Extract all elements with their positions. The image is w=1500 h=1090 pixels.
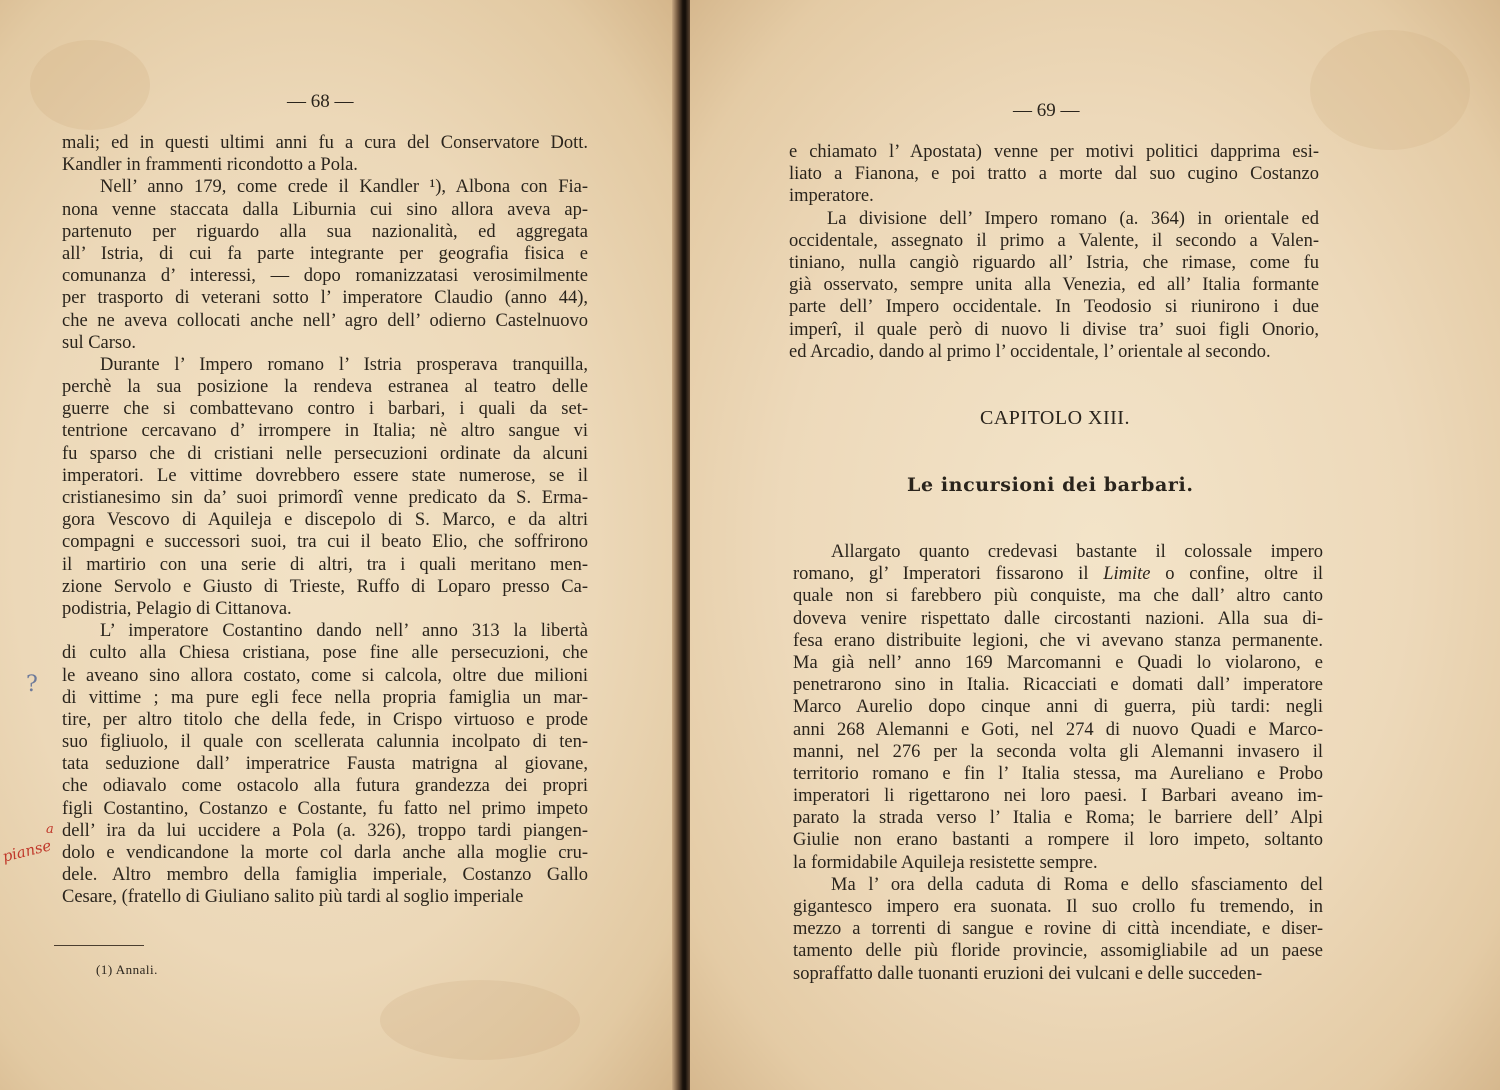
text-line: occidentale, assegnato il primo a Valente, il secondo a Valen- bbox=[789, 230, 1319, 251]
text-line: dele. Altro membro della famiglia imperiale, Costanzo Gallo bbox=[62, 865, 588, 886]
text-line: dolo e vendicandone la morte col darla anche alla moglie cru- bbox=[62, 843, 588, 863]
footnote-rule bbox=[54, 945, 144, 946]
text-line: perchè la sua posizione la rendeva estranea al teatro delle bbox=[62, 377, 588, 398]
text-line: doveva venire rispettato dalle circostanti nazioni. Alla sua di- bbox=[793, 608, 1323, 629]
right-page bbox=[690, 0, 1500, 1090]
text-line: per trasporto di veterani sotto l’ imperatore Claudio (anno 44), bbox=[62, 288, 588, 309]
text-line: mali; ed in questi ultimi anni fu a cura del Conservatore Dott. bbox=[62, 133, 588, 153]
text-line: Kandler in frammenti ricondotto a Pola. bbox=[62, 155, 358, 176]
red-margin-note: pianse bbox=[0, 836, 54, 866]
page-number: — 69 — bbox=[1013, 100, 1080, 121]
text-line: e chiamato l’ Apostata) venne per motivi politici dapprima esi- bbox=[789, 142, 1319, 162]
text-line: dell’ ira da lui uccidere a Pola (a. 326), troppo tardi piangen- bbox=[62, 820, 588, 841]
text-line: manni, nel 276 per la seconda volta gli Alemanni invasero il bbox=[793, 741, 1323, 762]
chapter-heading: CAPITOLO XIII. bbox=[980, 407, 1130, 429]
pencil-margin-mark: ? bbox=[26, 672, 38, 697]
text-line: gigantesco impero era suonata. Il suo crollo fu tremendo, in bbox=[793, 897, 1323, 917]
text-line: Ma l’ ora della caduta di Roma e dello sfasciamento del bbox=[831, 874, 1323, 895]
text-line: L’ imperatore Costantino dando nell’ anno 313 la libertà bbox=[100, 621, 588, 642]
text-line: partenuto per riguardo alla sua nazionalità, ed aggregata bbox=[62, 221, 588, 242]
text-line: parte dell’ Impero occidentale. In Teodosio si riunirono i due bbox=[789, 297, 1319, 318]
text-line: compagni e successori suoi, tra cui il beato Elio, che soffrirono bbox=[62, 532, 588, 553]
text-line: penetrarono sino in Italia. Ricacciati e domati dall’ imperatore bbox=[793, 675, 1323, 696]
text-line: territorio romano e fin l’ Italia stessa, ma Aureliano e Probo bbox=[793, 763, 1323, 784]
paper-stain bbox=[30, 40, 150, 130]
text-line: le aveano sino allora costato, come si calcola, oltre due milioni bbox=[62, 665, 588, 686]
text-line: podistria, Pelagio di Cittanova. bbox=[62, 598, 292, 619]
text-line: figli Costantino, Costanzo e Costante, fu fatto nel primo impeto bbox=[62, 798, 588, 819]
text-line: tamento delle più floride provincie, assomigliabile ad un paese bbox=[793, 941, 1323, 962]
text-line: imperatori li rigettarono nei loro paesi. I Barbari aveano im- bbox=[793, 786, 1323, 807]
right-page-top-text bbox=[789, 141, 1319, 363]
section-title: Le incursioni dei barbari. bbox=[907, 474, 1194, 496]
text-line: zione Servolo e Giusto di Trieste, Ruffo di Loparo presso Ca- bbox=[62, 576, 588, 597]
text-line: tata seduzione dall’ imperatrice Fausta matrigna al giovane, bbox=[62, 754, 588, 775]
text-line: quale non si farebbero più conquiste, ma che dall’ altro canto bbox=[793, 586, 1323, 607]
text-line: sul Carso. bbox=[62, 332, 136, 353]
text-line: di culto alla Chiesa cristiana, pose fine alle persecuzioni, che bbox=[62, 643, 588, 664]
text-line: il martirio con una serie di altri, tra i quali meritano men- bbox=[62, 554, 588, 575]
right-page-body-text bbox=[793, 541, 1323, 985]
text-line: già osservato, sempre unita alla Venezia, ed all’ Italia formante bbox=[789, 275, 1319, 296]
text-line: Marco Aurelio dopo cinque anni di guerra, più tardi: negli bbox=[793, 697, 1323, 718]
paper-stain bbox=[380, 980, 580, 1060]
text-line: imperatori. Le vittime dovrebbero essere state numerose, se il bbox=[62, 465, 588, 486]
text-line: sopraffatto dalle tuonanti eruzioni dei vulcani e delle succeden- bbox=[793, 963, 1263, 984]
left-page bbox=[0, 0, 678, 1090]
text-line: anni 268 Alemanni e Goti, nel 274 di nuovo Quadi e Marco- bbox=[793, 719, 1323, 740]
text-line: guerre che si combattevano contro i barbari, i quali da set- bbox=[62, 399, 588, 420]
text-line: di vittime ; ma pure egli fece nella propria famiglia un mar- bbox=[62, 687, 588, 708]
text-line: tiniano, nulla cangiò riguardo all’ Istria, che rimase, come fu bbox=[789, 252, 1319, 273]
text-line: La divisione dell’ Impero romano (a. 364) in orientale ed bbox=[827, 208, 1319, 229]
text-line: suo figliuolo, il quale con scellerata calunnia incolpato di ten- bbox=[62, 732, 588, 753]
text-line: tentrione cercavano d’ irrompere in Italia; nè altro sangue vi bbox=[62, 421, 588, 442]
text-line: nona venne staccata dalla Liburnia cui sino allora aveva ap- bbox=[62, 199, 588, 220]
text-line: cristianesimo sin da’ suoi primordî venne predicato da S. Erma- bbox=[62, 488, 588, 508]
text-line: parato la strada verso l’ Italia e Roma; le barriere dell’ Alpi bbox=[793, 808, 1323, 829]
text-line: imperatore. bbox=[789, 186, 874, 207]
text-line: che odiavalo come ostacolo alla futura grandezza dei propri bbox=[62, 776, 588, 797]
text-line: romano, gl’ Imperatori fissarono il Limite o confine, oltre il bbox=[793, 564, 1324, 585]
text-line: che ne aveva collocati anche nell’ agro dell’ odierno Castelnuovo bbox=[62, 310, 588, 331]
text-line: Cesare, (fratello di Giuliano salito più tardi al soglio imperiale bbox=[62, 887, 524, 908]
footnote: (1) Annali. bbox=[96, 962, 158, 977]
text-line: tire, per altro titolo che della fede, in Crispo virtuoso e prode bbox=[62, 709, 588, 730]
text-line: all’ Istria, di cui fa parte integrante per geografia fisica e bbox=[62, 243, 588, 264]
text-line: Ma già nell’ anno 169 Marcomanni e Quadi lo violarono, e bbox=[793, 652, 1323, 673]
text-line: la formidabile Aquileja resistette sempre. bbox=[793, 852, 1098, 873]
page-number: — 68 — bbox=[287, 91, 354, 112]
paper-stain bbox=[1310, 30, 1470, 150]
text-line: fesa erano distribuite legioni, che vi avevano stanza permanente. bbox=[793, 630, 1323, 651]
text-line: liato a Fianona, e poi tratto a morte dal suo cugino Costanzo bbox=[789, 164, 1319, 185]
text-line: mezzo a torrenti di sangue e rovine di città incendiate, e diser- bbox=[793, 919, 1323, 940]
text-line: gora Vescovo di Aquileja e discepolo di S. Marco, e da altri bbox=[62, 510, 588, 531]
text-line: imperî, il quale però di nuovo li divise tra’ suoi figli Onorio, bbox=[789, 319, 1319, 340]
text-line: comunanza d’ interessi, — dopo romanizzatasi verosimilmente bbox=[62, 266, 588, 287]
text-line: Allargato quanto credevasi bastante il colossale impero bbox=[831, 542, 1323, 562]
text-line: ed Arcadio, dando al primo l’ occidentale, l’ orientale al secondo. bbox=[789, 341, 1271, 362]
left-page-body-text bbox=[62, 132, 588, 909]
text-line: fu sparso che di cristiani nelle persecuzioni ordinate da alcuni bbox=[62, 443, 588, 464]
text-line: Giulie non erano bastanti a rompere il loro impeto, soltanto bbox=[793, 830, 1323, 851]
text-line: Durante l’ Impero romano l’ Istria prosperava tranquilla, bbox=[100, 354, 588, 375]
red-margin-mark: a bbox=[46, 822, 54, 837]
text-line: Nell’ anno 179, come crede il Kandler ¹), Albona con Fia- bbox=[100, 177, 588, 198]
